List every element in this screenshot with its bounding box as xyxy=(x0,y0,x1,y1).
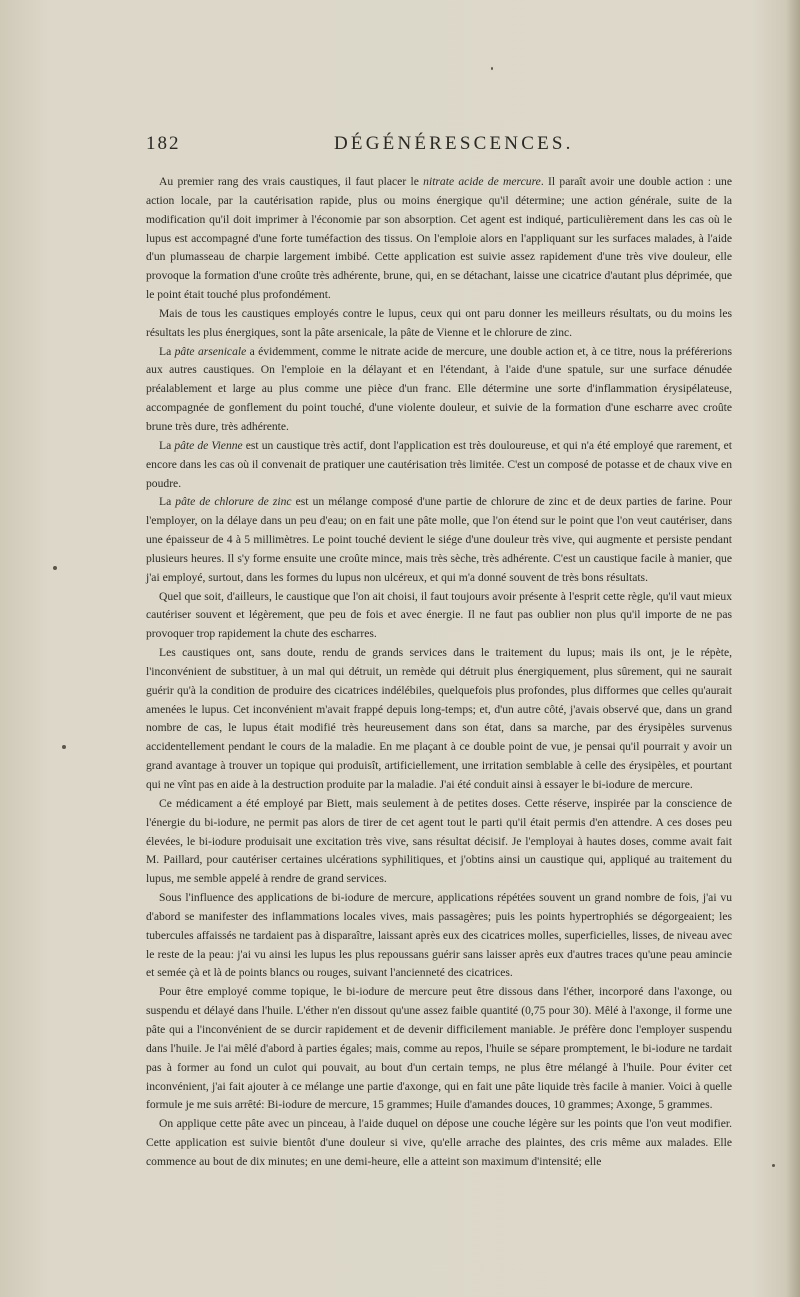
paragraph xyxy=(146,305,732,343)
italic-term: nitrate acide de mercure xyxy=(423,175,541,188)
text-run: Mais de tous les caustiques employés contre le lupus, ceux qui ont paru donner les meilleurs résultats, ou du moins les résultats les plus énergiques, sont la pâte arsenicale, la pâte de Vienne et le chlorure de zinc. xyxy=(146,306,732,339)
italic-term: pâte arsenicale xyxy=(174,344,247,358)
print-speck xyxy=(491,67,493,70)
text-run: Pour être employé comme topique, le bi-iodure de mercure peut être dissous dans l'éther, incorporé dans l'axonge, ou suspendu et délayé dans l'huile. L'éther n'en dissout qu'une assez faible quantité (0,75 pour 30). Mêlé à l'axonge, il forme une pâte qui a l'inconvénient de se durcir rapidement et de devenir difficilement maniable. Je préfère donc l'employer suspendu dans l'huile. Je l'ai mêlé d'abord à parties égales; mais, comme au repos, l'huile se sépare promptement, le bi-iodure ne tardait pas à former au fond un culot qui pouvait, au bout d'un certain temps, ne plus être mélangé à l'huile. Pour éviter cet inconvénient, j'ai fait ajouter à ce mélange une partie d'axonge, qui en fait une pâte liquide très facile à manier. Voici à quelle formule je me suis arrêté: Bi-iodure de mercure, 15 grammes; Huile d'amandes douces, 10 grammes; Axonge, 5 grammes. xyxy=(146,985,732,1112)
print-speck xyxy=(53,566,57,570)
paragraph xyxy=(146,173,732,305)
page-header xyxy=(146,133,666,159)
paragraph xyxy=(146,983,732,1115)
running-title: DÉGÉNÉRESCENCES. xyxy=(334,133,574,154)
text-run: Sous l'influence des applications de bi-iodure de mercure, applications répétées souvent un grand nombre de fois, j'ai vu d'abord se manifester des inflammations locales vives, mais passagères; puis les points hypertrophiés se dégorgeaient; les tubercules affaissés ne tardaient pas à disparaître, laissant après eux des cicatrices molles, superficielles, lisses, de niveau avec le reste de la peau: j'ai vu ainsi les lupus les plus repoussans guérir sans laisser après eux d'autres traces qu'une peau amincie et semée çà et là de points blancs ou rouges, suivant l'ancienneté des cicatrices. xyxy=(146,891,732,980)
italic-term: pâte de chlorure de zinc xyxy=(175,495,292,509)
paragraph xyxy=(146,889,732,983)
page-edge-shadow xyxy=(786,0,800,1297)
paragraph xyxy=(146,588,732,645)
text-run: La xyxy=(159,495,176,509)
print-speck xyxy=(62,745,66,749)
body-text xyxy=(146,173,732,1172)
text-run: a évidemment, comme le nitrate acide de mercure, une double action et, à ce titre, nous la préférerions aux autres caustiques. On l'emploie en la délayant et en l'étendant, à l'aide d'une spatule, sur une surface dénudée préalablement et large au plus comme une pièce d'un franc. Elle détermine une sorte d'inflammation érysipélateuse, accompagnée de gonflement du point touché, d'une violente douleur, et suivie de la formation d'une escharre avec croûte brune très dure, très adhérente. xyxy=(146,344,732,433)
paragraph xyxy=(146,343,732,437)
text-run: La xyxy=(159,438,175,452)
paragraph xyxy=(146,437,732,494)
text-run: On applique cette pâte avec un pinceau, à l'aide duquel on dépose une couche légère sur les points que l'on veut modifier. Cette application est suivie bientôt d'une douleur si vive, qu'elle arrache des plaintes, des cris même aux malades. Elle commence au bout de dix minutes; en une demi-heure, elle a atteint son maximum d'intensité; elle xyxy=(146,1117,732,1168)
italic-term: pâte de Vienne xyxy=(174,438,243,452)
paragraph xyxy=(146,1115,732,1172)
text-run: Quel que soit, d'ailleurs, le caustique que l'on ait choisi, il faut toujours avoir présente à l'esprit cette règle, qu'il vaut mieux cautériser souvent et légèrement, que peu de fois et avec énergie. Il ne faut pas oublier non plus qu'il importe de ne pas provoquer trop rapidement la chute des escharres. xyxy=(146,589,732,641)
text-run: . Il paraît avoir une double action : une action locale, par la cautérisation rapide, plus ou moins énergique qu'il détermine; une action générale, suite de la modification qu'il doit imprimer à l'économie par son absorption. Cet agent est indiqué, particulièrement dans les cas où le lupus est accompagné d'une forte tuméfaction des tissus. On l'emploie alors en l'appliquant sur les surfaces malades, à l'aide d'un plumasseau de charpie largement imbibé. Cette application est suivie assez rapidement d'une très vive douleur, elle provoque la formation d'une croûte très adhérente, brune, qui, en se détachant, laisse une cicatrice d'autant plus déprimée, que le point était touché plus profondément. xyxy=(146,175,732,302)
text-run: La xyxy=(159,344,175,358)
page-number: 182 xyxy=(146,133,181,154)
text-run: est un mélange composé d'une partie de chlorure de zinc et de deux parties de farine. Pour l'employer, on la délaye dans un peu d'eau; on en fait une pâte molle, que l'on étend sur le point que l'on veut cautériser, dans une épaisseur de 4 à 5 millimètres. Le point touché devient le siége d'une douleur très vive, qui augmente et persiste pendant plusieurs heures. Il s'y forme ensuite une croûte mince, mais très sèche, très adhérente. C'est un caustique facile à manier, que j'ai employé, surtout, dans les formes du lupus non ulcéreux, et qui m'a donné souvent de très bons résultats. xyxy=(146,495,732,584)
paragraph xyxy=(146,795,732,889)
paragraph xyxy=(146,493,732,587)
text-run: Les caustiques ont, sans doute, rendu de grands services dans le traitement du lupus; mais ils ont, je le répète, l'inconvénient de substituer, à un mal qui détruit, un remède qui détruit plus énergiquement, plus sûrement, qui ne saurait guérir qu'à la condition de produire des cicatrices indélébiles, quelquefois plus profondes, plus difformes que celles qu'aurait amenées le lupus. Cet inconvénient m'avait frappé depuis long-temps; et, d'un autre côté, j'avais observé que, dans un grand nombre de cas, le lupus était modifié très heureusement dans son état, dans sa marche, par des érysipèles survenus accidentellement pendant le cours de la maladie. En me plaçant à ce double point de vue, je pensai qu'il pourrait y avoir un grand avantage à trouver un topique qui produisît, artificiellement, une irritation semblable à celle des érysipèles, et pourtant qui ne vînt pas en aide à la destruction produite par la maladie. J'ai été conduit ainsi à essayer le bi-iodure de mercure. xyxy=(146,646,732,791)
print-speck xyxy=(772,1164,775,1167)
paragraph xyxy=(146,644,732,795)
text-run: Au premier rang des vrais caustiques, il faut placer le xyxy=(159,175,424,188)
text-run: est un caustique très actif, dont l'application est très douloureuse, et qui n'a été employé que rarement, et encore dans les cas où il convenait de pratiquer une cautérisation très limitée. C'est un composé de potasse et de chaux vive en poudre. xyxy=(146,438,732,490)
text-run: Ce médicament a été employé par Biett, mais seulement à de petites doses. Cette réserve, inspirée par la conscience de l'énergie du bi-iodure, ne permit pas alors de tirer de cet agent tout le parti qu'il était permis d'en attendre. A ces doses peu élevées, le bi-iodure produisait une excitation très vive, sans résultat décisif. Je l'employai à hautes doses, comme avait fait M. Paillard, pour cautériser certaines ulcérations syphilitiques, et j'obtins ainsi un caustique qui, appliqué au traitement du lupus, me semble appelé à rendre de grand services. xyxy=(146,796,732,886)
